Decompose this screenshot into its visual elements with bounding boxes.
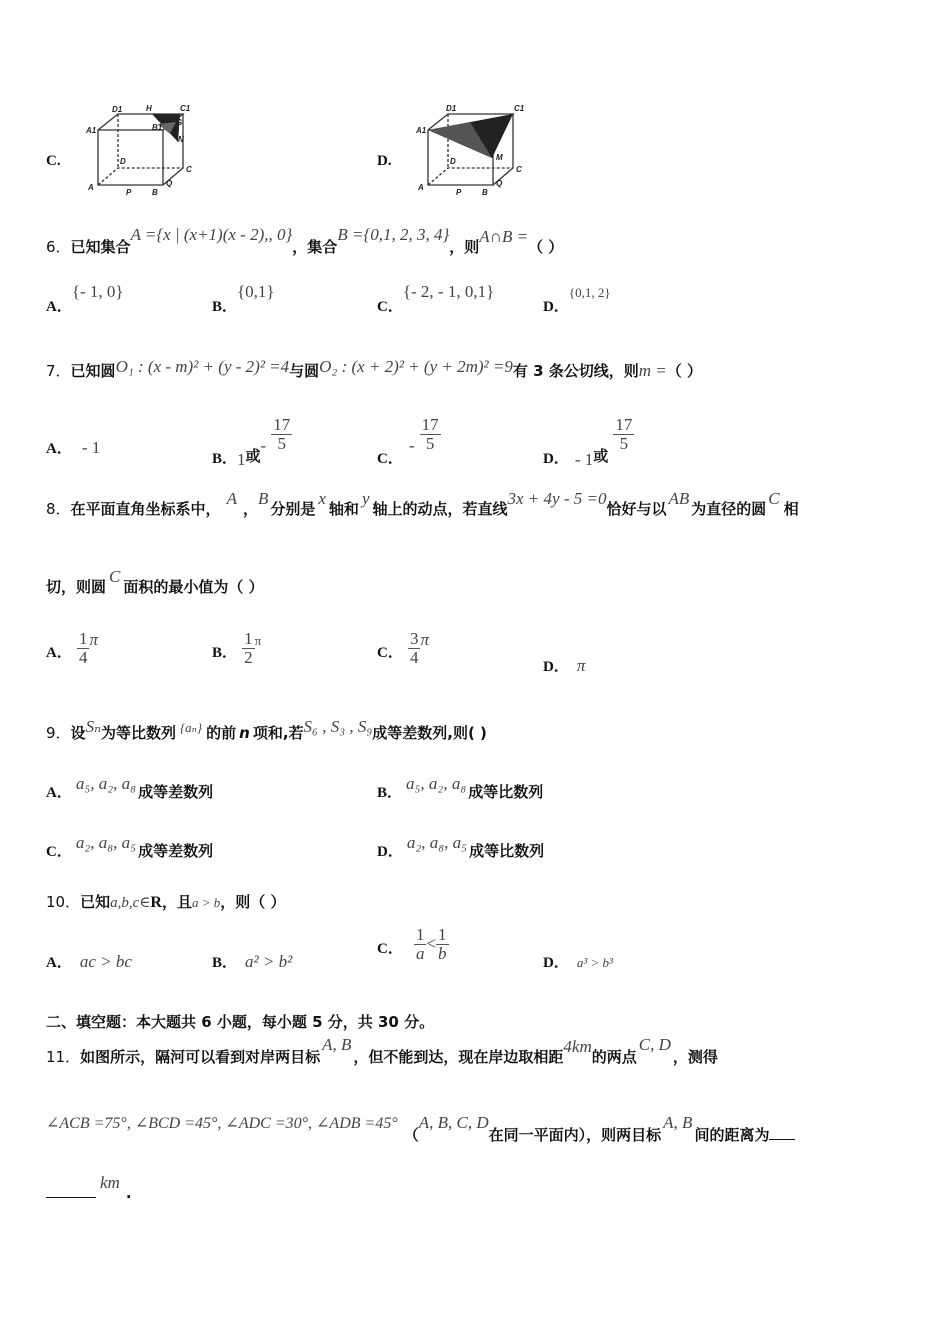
q7-option-d-or: 或 [593,447,609,465]
q7-text-2: 与圆 [289,362,320,380]
q5-option-d-label: D. [377,153,392,169]
q6-set-a: A ={x | (x+1)(x - 2),, 0} [130,225,293,244]
q10-option-c[interactable]: C． $\frac{1}{a}$ < $\frac{1}{b}$ [377,925,447,963]
q7-option-b-sign: - [260,436,267,455]
svg-text:D: D [120,157,126,166]
q8-option-b-fraction: $\frac{1}{2}$ [244,629,253,667]
q8-text-2: 分别是 [270,500,316,518]
q9-text-5: 成等差数列,则( ) [372,724,487,742]
q9-text: 设 [70,724,86,742]
q6-answer-paren: （ ） [528,238,564,256]
q7-text: 已知圆 [70,362,116,380]
question-7 [46,357,702,381]
question-11 [46,1035,718,1067]
q7-option-b-one: 1 [237,450,246,469]
q8-text-9: 面积的最小值为（ ） [123,578,264,596]
q6-option-a[interactable]: A．{- 1, 0} [46,282,124,315]
q6-number: 6． [46,238,71,256]
q7-option-a[interactable]: A． - 1 [46,438,101,457]
svg-text:N: N [178,135,184,144]
q11-points: A, B, C, D [418,1113,489,1132]
q5-cube-figure-d [410,100,530,198]
q11-text-4: ，测得 [672,1048,718,1066]
q9-option-c-text: 成等差数列 [138,842,214,860]
q6-option-a-value: {- 1, 0} [71,282,124,301]
q7-option-c[interactable]: C．- $\frac{17}{5}$ [377,415,439,467]
q8-text-5: 恰好与以 [606,500,667,518]
svg-text:Q: Q [496,179,503,188]
q7-option-b[interactable]: B．1或- $\frac{17}{5}$ [212,415,291,469]
q7-option-d-value: - 1 [574,450,594,469]
q7-option-d[interactable]: D． - 1或 $\frac{17}{5}$ [543,415,633,469]
q10-option-a[interactable]: A． ac > bc [46,952,132,971]
q11-points-cd: C, D [638,1035,671,1054]
q9-option-d-text: 成等比数列 [469,842,545,860]
q6-text: 已知集合 [70,238,131,256]
q6-option-d[interactable]: D．$^{\{0,1, 2\}}$ [543,285,611,315]
q9-sums: S₆ , S₃ , S₉ [303,717,373,736]
svg-text:B1: B1 [480,133,491,142]
q10-condition: a > b [191,895,221,910]
q7-circle-1: O₁ : (x - m)² + (y - 2)² =4 [115,357,290,376]
svg-text:D1: D1 [446,104,457,113]
q9-var-n: n [239,724,250,742]
q9-number: 9． [46,724,71,742]
question-9 [46,717,487,743]
svg-text:C1: C1 [514,104,525,113]
q11-end-period: . [125,1184,132,1202]
q8-var-c-2: C [109,567,121,586]
q9-text-4: 项和,若 [252,724,304,742]
q10-option-b-value: a² > b² [245,952,293,971]
q9-option-a[interactable]: A． a₅, a₂, a₈ 成等差数列 [46,774,214,801]
svg-text:H: H [146,104,152,113]
svg-text:C: C [186,165,192,174]
q8-var-a: A [226,489,237,508]
svg-text:C: C [516,165,522,174]
q8-number: 8． [46,500,71,518]
q8-option-a-pi: π [89,630,98,649]
q8-option-d[interactable]: D． π [543,656,586,675]
q8-var-y: y [361,489,370,508]
q6-expression: A∩B = [479,227,529,246]
q6-set-b: B ={0,1, 2, 3, 4} [337,225,450,244]
q9-text-2: 为等比数列 [100,724,176,742]
q11-answer-blank-continued[interactable] [46,1197,96,1198]
svg-text:A1: A1 [86,126,97,135]
q8-var-c: C [768,489,780,508]
q7-option-b-fraction: $\frac{17}{5}$ [273,415,291,453]
svg-text:M: M [496,153,503,162]
q11-unit: km [100,1173,120,1192]
q9-text-3: 的前 [206,724,237,742]
svg-text:P: P [456,188,462,197]
q5-cube-figure-c [80,100,200,198]
svg-text:P: P [126,188,132,197]
q9-sequence: {aₙ} [179,720,203,735]
q11-text-6: 在同一平面内），则两目标 [488,1126,662,1144]
q11-text-2: ，但不能到达，现在岸边取相距 [353,1048,564,1066]
svg-text:D1: D1 [112,105,123,114]
q7-answer-paren: （ ） [666,362,702,380]
section-2-title: 二、填空题：本大题共 6 小题，每小题 5 分，共 30 分。 [46,1013,435,1031]
q6-option-d-value: {0,1, 2} [568,285,611,300]
q7-option-c-fraction: $\frac{17}{5}$ [421,415,439,453]
q6-option-c[interactable]: C．{- 2, - 1, 0,1} [377,282,495,315]
q9-option-c-seq: a₂, a₈, a₅ [75,833,137,852]
q9-option-a-seq: a₅, a₂, a₈ [75,774,137,793]
q9-option-c[interactable]: C． a₂, a₈, a₅ 成等差数列 [46,833,214,860]
q8-option-a[interactable]: A． $\frac{1}{4}$ π [46,629,98,667]
q7-option-d-fraction: $\frac{17}{5}$ [615,415,633,453]
q5-option-c-label: C. [46,153,61,169]
q8-option-c[interactable]: C． $\frac{3}{4}$ π [377,629,429,667]
q10-option-c-lt: < [426,934,437,953]
q10-text-2: ，且 [161,893,192,911]
q9-option-d[interactable]: D． a₂, a₈, a₅ 成等比数列 [377,833,545,860]
question-11-line-2 [46,1113,795,1145]
q6-option-b-value: {0,1} [237,282,275,301]
q8-text-7: 相 [783,500,799,518]
q7-option-c-sign: - [408,436,415,455]
q8-option-c-pi: π [420,630,429,649]
q10-option-a-value: ac > bc [79,952,132,971]
svg-text:A1: A1 [416,126,427,135]
q10-vars: a,b,c∈ [110,895,151,911]
q8-var-b: B [257,489,269,508]
q7-text-3: 有 3 条公切线，则 [512,362,639,380]
svg-text:D: D [450,157,456,166]
svg-text:B: B [482,188,488,197]
q6-option-b[interactable]: B．{0,1} [212,282,275,315]
q7-option-a-value: - 1 [81,438,101,457]
q6-text-2: ，集合 [292,238,338,256]
q10-option-b[interactable]: B． a² > b² [212,952,293,971]
q6-text-3: ，则 [449,238,480,256]
svg-text:Q: Q [166,179,173,188]
q11-targets: A, B [322,1035,352,1054]
q8-line-equation: 3x + 4y - 5 =0 [507,489,607,508]
svg-text:G: G [176,118,183,127]
q10-real-set: R [150,894,162,911]
q7-expression: m = [638,361,667,380]
q11-paren-open: （ [403,1126,419,1144]
q10-option-c-fraction-1: $\frac{1}{a}$ [415,925,425,963]
q9-sn: Sₙ [85,717,101,736]
q11-answer-blank[interactable] [769,1139,795,1140]
q7-number: 7． [46,362,71,380]
q8-comma: ， [242,500,258,518]
q7-option-b-or: 或 [245,447,261,465]
question-6 [46,225,564,257]
q11-targets-2: A, B [663,1113,693,1132]
q8-option-d-pi: π [576,656,586,675]
q11-distance: 4km [563,1037,592,1056]
q10-text: 已知 [80,893,111,911]
q8-text-4: 轴上的动点，若直线 [372,500,508,518]
question-11-line-3 [46,1173,132,1203]
q8-var-ab: AB [668,489,690,508]
q8-option-b[interactable]: B． $\frac{1}{2}$ $^\pi$ [212,629,262,667]
svg-text:B1: B1 [152,123,163,132]
q7-circle-2: O₂ : (x + 2)² + (y + 2m)² =9 [319,357,513,376]
q11-text-3: 的两点 [591,1048,637,1066]
svg-text:C1: C1 [180,104,191,113]
q9-option-b-text: 成等比数列 [468,783,544,801]
q8-var-x: x [318,489,326,508]
q10-text-3: ，则（ ） [220,893,286,911]
q10-option-c-fraction-2: $\frac{1}{b}$ [438,925,447,963]
q9-option-d-seq: a₂, a₈, a₅ [406,833,468,852]
q10-option-d[interactable]: D． a³ > b³ [543,955,613,971]
q8-option-c-fraction: $\frac{3}{4}$ [409,629,419,667]
q11-angles: ∠ACB =75°, ∠BCD =45°, ∠ADC =30°, ∠ADB =45° [46,1115,398,1132]
q11-text-7: 间的距离为 [694,1126,770,1144]
q9-option-b-seq: a₅, a₂, a₈ [406,774,467,793]
q8-text: 在平面直角坐标系中， [70,500,221,518]
svg-text:A: A [88,183,94,192]
q10-option-d-value: a³ > b³ [576,955,613,970]
q8-option-b-pi: π [254,633,262,648]
q9-option-a-text: 成等差数列 [138,783,214,801]
q8-text-3: 轴和 [328,500,359,518]
q8-text-6: 为直径的圆 [691,500,767,518]
question-10 [46,891,285,912]
q9-option-b[interactable]: B． a₅, a₂, a₈ 成等比数列 [377,774,544,801]
q10-number: 10． [46,893,81,911]
q8-option-a-fraction: $\frac{1}{4}$ [78,629,88,667]
question-8-line-2 [46,567,264,597]
svg-text:A: A [418,183,424,192]
q11-text: 如图所示，隔河可以看到对岸两目标 [80,1048,321,1066]
svg-text:B: B [152,188,158,197]
question-8 [46,489,799,519]
q6-option-c-value: {- 2, - 1, 0,1} [402,282,495,301]
q11-number: 11． [46,1048,81,1066]
q8-text-8: 切，则圆 [46,578,107,596]
